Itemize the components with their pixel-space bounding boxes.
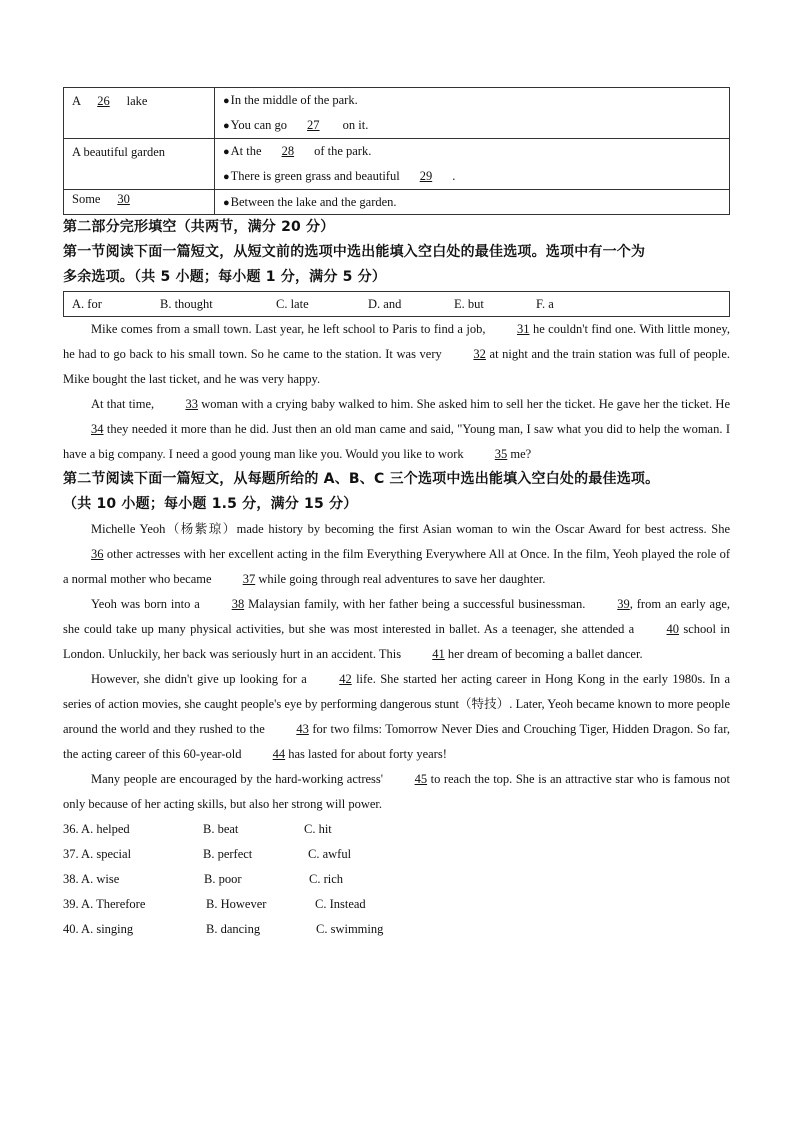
cell-text: There is green grass and beautiful xyxy=(230,169,400,183)
blank-27: 27 xyxy=(307,118,320,132)
choice-c: C. hit xyxy=(304,822,332,836)
passage2-paragraph3 xyxy=(63,667,730,767)
question-37 xyxy=(63,842,730,867)
blank-38: 38 xyxy=(231,597,245,611)
blank-44: 44 xyxy=(272,747,286,761)
blank-32: 32 xyxy=(473,347,486,361)
text: Malaysian family, with her father being a successful businessman. xyxy=(248,597,586,611)
table-cell-right xyxy=(215,190,730,215)
part2-title: 第二部分完形填空（共两节，满分 20 分） xyxy=(63,219,335,235)
choice-b: B. perfect xyxy=(203,847,253,861)
section2-instruction: 第二节阅读下面一篇短文，从每题所给的 A、B、C 三个选项中选出能填入空白处的最佳选项。 xyxy=(63,471,660,487)
option-a: A. for xyxy=(72,297,102,311)
bullet-icon: ● xyxy=(223,197,230,209)
table-cell-left xyxy=(64,190,215,215)
table-cell-left xyxy=(64,88,215,139)
text: , from an early age, she could take up many physical activities, but she was most interested in ballet. As a teenager, she attended a xyxy=(63,597,731,636)
passage1-paragraph2 xyxy=(63,392,730,467)
text: However, she didn't give up looking for a xyxy=(91,672,307,686)
bullet-icon: ● xyxy=(223,120,230,132)
cell-text: A xyxy=(72,94,81,108)
option-f: F. a xyxy=(536,297,554,311)
passage2-paragraph2 xyxy=(63,592,730,667)
exam-page xyxy=(63,87,730,942)
blank-30: 30 xyxy=(117,192,130,206)
option-e: E. but xyxy=(454,297,484,311)
park-info-table xyxy=(63,87,730,215)
text: to reach the top. She is an attractive star who is famous not only because of her acting skills, but also her strong will power. xyxy=(63,772,731,811)
bullet-icon: ● xyxy=(223,146,230,158)
text: woman with a crying baby walked to him. She asked him to sell her the ticket. He gave her the ticket. He xyxy=(201,397,731,411)
text: while going through real adventures to save her daughter. xyxy=(258,572,546,586)
blank-36: 36 xyxy=(91,547,104,561)
bullet-icon: ● xyxy=(223,95,230,107)
text: they needed it more than he did. Just then an old man came and said, "Young man, I saw what you did to help the woman. I have a big company. I need a good young man like you. Would you like to work xyxy=(63,422,731,461)
blank-42: 42 xyxy=(339,672,352,686)
choice-c: C. Instead xyxy=(315,897,366,911)
table-row xyxy=(64,88,730,139)
blank-41: 41 xyxy=(432,647,445,661)
question-36 xyxy=(63,817,730,842)
text: at night and the train station was full of people. Mike bought the last ticket, and he was very happy. xyxy=(63,347,731,386)
choice-c: C. swimming xyxy=(316,922,384,936)
choice-b: B. poor xyxy=(204,872,242,886)
blank-43: 43 xyxy=(296,722,309,736)
blank-39: 39 xyxy=(617,597,630,611)
question-38 xyxy=(63,867,730,892)
cell-text: You can go xyxy=(230,118,288,132)
choice-a: 37. A. special xyxy=(63,847,132,861)
blank-40: 40 xyxy=(666,622,680,636)
cell-text: . xyxy=(452,169,456,183)
table-row xyxy=(64,190,730,215)
table-cell-left xyxy=(64,139,215,190)
section1-instruction: 第一节阅读下面一篇短文，从短文前的选项中选出能填入空白处的最佳选项。选项中有一个为 xyxy=(63,244,646,260)
cell-text: At the xyxy=(230,144,262,158)
cell-text: A beautiful garden xyxy=(72,145,166,159)
text: has lasted for about forty years! xyxy=(288,747,447,761)
question-39 xyxy=(63,892,730,917)
text: At that time, xyxy=(91,397,155,411)
options-box xyxy=(63,291,730,317)
choice-b: B. dancing xyxy=(206,922,261,936)
option-b: B. thought xyxy=(160,297,213,311)
text: Michelle Yeoh（杨紫琼）made history by becoming the first Asian woman to win the Oscar Award for best actress. She xyxy=(91,522,730,536)
choice-a: 40. A. singing xyxy=(63,922,134,936)
choice-a: 36. A. helped xyxy=(63,822,130,836)
blank-28: 28 xyxy=(281,144,295,158)
bullet-icon: ● xyxy=(223,171,230,183)
choice-a: 39. A. Therefore xyxy=(63,897,146,911)
text: school in London. Unluckily, her back was seriously hurt in an accident. This xyxy=(63,622,730,661)
passage2-paragraph4 xyxy=(63,767,730,817)
option-c: C. late xyxy=(276,297,309,311)
option-d: D. and xyxy=(368,297,402,311)
text: other actresses with her excellent acting in the film Everything Everywhere All at Once. In the film, Yeoh played the role of a normal mother who became xyxy=(63,547,730,586)
question-40 xyxy=(63,917,730,942)
blank-29: 29 xyxy=(419,169,433,183)
passage2-paragraph1 xyxy=(63,517,730,592)
blank-37: 37 xyxy=(242,572,256,586)
text: life. She started her acting career in Hong Kong in the early 1980s. In a series of action movies, she caught people's eye by performing dangerous stunt（特技）. Later, Yeoh became known to more people around the world and they rushed to the xyxy=(63,672,731,736)
cell-text: lake xyxy=(126,94,148,108)
section1-instruction-cont: 多余选项。（共 5 小题；每小题 1 分，满分 5 分） xyxy=(63,269,387,285)
text: Many people are encouraged by the hard-working actress' xyxy=(91,772,384,786)
choice-c: C. awful xyxy=(308,847,352,861)
table-row xyxy=(64,139,730,190)
table-cell-right xyxy=(215,139,730,190)
cell-text: Some xyxy=(72,192,101,206)
blank-31: 31 xyxy=(516,322,530,336)
text: for two films: Tomorrow Never Dies and Crouching Tiger, Hidden Dragon. So far, the acting career of this 60-year-old xyxy=(63,722,731,761)
choice-c: C. rich xyxy=(309,872,344,886)
cell-text: on it. xyxy=(342,118,369,132)
section2-instruction-cont: （共 10 小题；每小题 1.5 分，满分 15 分） xyxy=(63,496,358,512)
blank-34: 34 xyxy=(91,422,104,436)
blank-35: 35 xyxy=(494,447,508,461)
text: me? xyxy=(510,447,532,461)
choice-a: 38. A. wise xyxy=(63,872,120,886)
blank-26: 26 xyxy=(97,94,110,108)
text: he couldn't find one. With little money, he had to go back to his small town. So he came to the station. It was very xyxy=(63,322,730,361)
text: Mike comes from a small town. Last year, he left school to Paris to find a job, xyxy=(91,322,486,336)
cell-text: Between the lake and the garden. xyxy=(230,195,397,209)
cell-text: In the middle of the park. xyxy=(230,93,358,107)
text: Yeoh was born into a xyxy=(91,597,200,611)
cell-text: of the park. xyxy=(314,144,372,158)
table-cell-right xyxy=(215,88,730,139)
blank-45: 45 xyxy=(414,772,428,786)
passage1-paragraph1 xyxy=(63,317,730,392)
blank-33: 33 xyxy=(185,397,198,411)
question-list xyxy=(63,817,730,942)
choice-b: B. beat xyxy=(203,822,239,836)
choice-b: B. However xyxy=(206,897,267,911)
text: her dream of becoming a ballet dancer. xyxy=(447,647,643,661)
